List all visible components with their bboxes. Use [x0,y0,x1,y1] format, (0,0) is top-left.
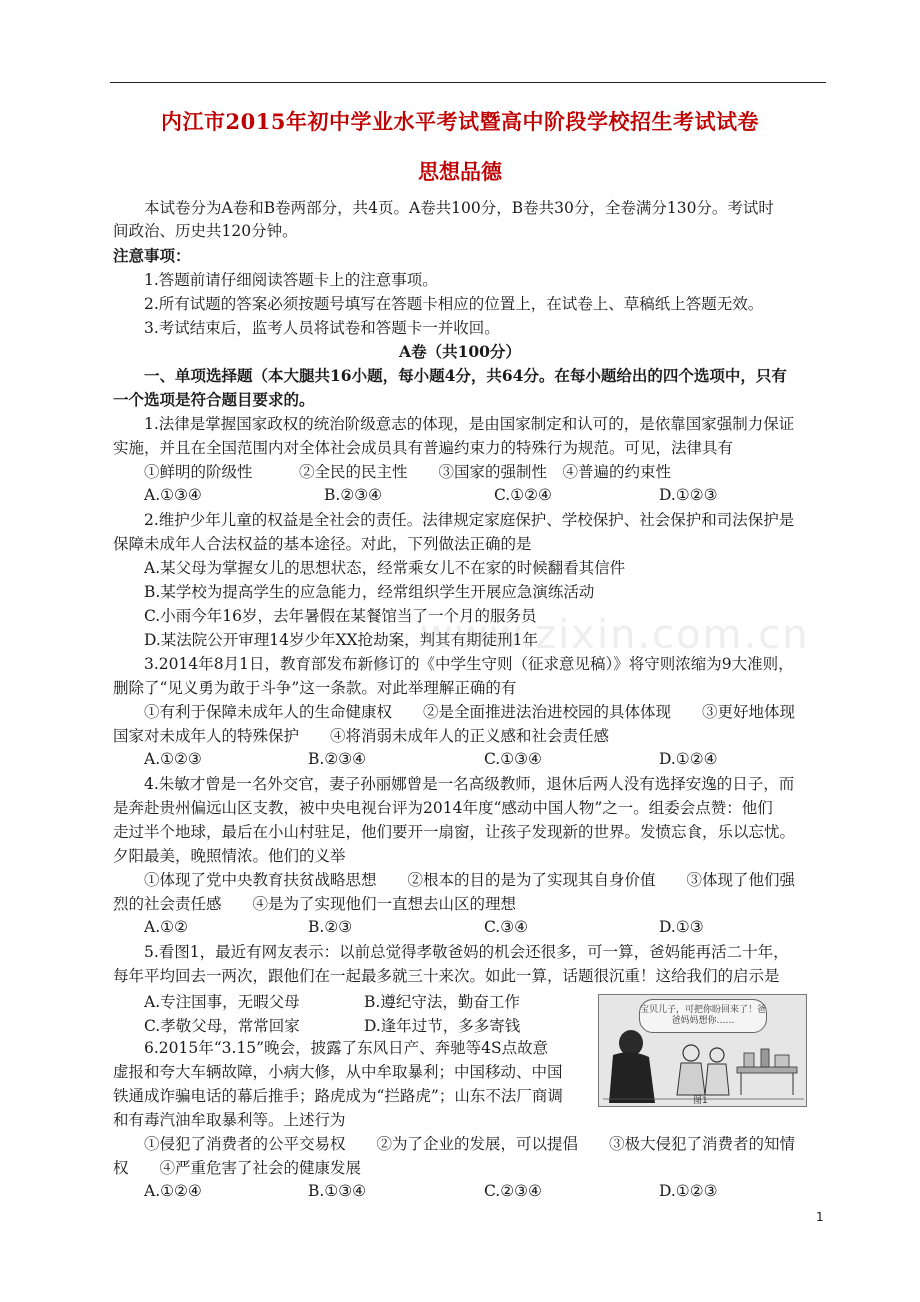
header-rule [110,82,826,83]
option-c[interactable]: C.孝敬父母，常常回家 [144,1017,300,1035]
cartoon-speech-bubble: 宝贝儿子，可把你盼回来了！爸爸妈妈想你…… [639,999,767,1033]
option-b[interactable]: B.遵纪守法，勤奋工作 [364,993,520,1011]
option-c[interactable]: C.②③④ [484,1182,542,1200]
option-b[interactable]: B.②③④ [324,486,383,504]
q2-choice-d[interactable]: D.某法院公开审理14岁少年XX抢劫案，判其有期徒刑1年 [144,631,538,649]
q2-stem: 2.维护少年儿童的权益是全社会的责任。法律规定家庭保护、学校保护、社会保护和司法保护是 [144,511,795,529]
q3-stem: 删除了“见义勇为敢于斗争”这一条款。对此举理解正确的有 [113,679,517,697]
q3-stem: 3.2014年8月1日，教育部发布新修订的《中学生守则（征求意见稿）》将守则浓缩为9大准则， [144,655,794,673]
q4-stem: 夕阳最美，晚照情浓。他们的义举 [113,847,346,865]
q5-stem: 每年平均回去一两次，跟他们在一起最多就三十来次。如此一算，话题很沉重！这给我们的启示是 [113,967,780,985]
option-c[interactable]: C.①③④ [484,750,542,768]
q2-choice-a[interactable]: A.某父母为掌握女儿的思想状态，经常乘女儿不在家的时候翻看其信件 [144,559,626,577]
note-item: 1.答题前请仔细阅读答题卡上的注意事项。 [144,271,438,289]
figure-1-cartoon [598,994,807,1107]
intro-line: 间政治、历史共120分钟。 [113,222,298,240]
option-c[interactable]: C.③④ [484,918,529,936]
exam-title: 内江市2015年初中学业水平考试暨高中阶段学校招生考试试卷 [161,109,759,134]
q4-items: ①体现了党中央教育扶贫战略思想 ②根本的目的是为了实现其自身价值 ③体现了他们强 [144,871,796,889]
note-item: 2.所有试题的答案必须按题号填写在答题卡相应的位置上，在试卷上、草稿纸上答题无效。 [144,295,764,313]
option-d[interactable]: D.①②③ [659,486,718,504]
q3-items: 国家对未成年人的特殊保护 ④将消弱未成年人的正义感和社会责任感 [113,727,610,745]
option-a[interactable]: A.①②④ [144,1182,202,1200]
page-number: 1 [816,1210,824,1224]
q6-stem: 6.2015年“3.15”晚会，披露了东风日产、奔驰等4S点故意 [144,1039,549,1057]
option-b[interactable]: B.①③④ [308,1182,367,1200]
q6-stem: 虚报和夸大车辆故障，小病大修，从中牟取暴利；中国移动、中国 [113,1063,563,1081]
option-a[interactable]: A.①③④ [144,486,202,504]
q6-items: 权 ④严重危害了社会的健康发展 [113,1159,362,1177]
notes-heading: 注意事项： [113,246,191,265]
option-b[interactable]: B.②③④ [308,750,367,768]
q1-items: ①鲜明的阶级性 ②全民的民主性 ③国家的强制性 ④普遍的约束性 [144,463,672,481]
part1-heading: 一个选项是符合题目要求的。 [113,390,315,409]
figure-caption: 图1 [693,1096,708,1106]
watermark: www.zixin.com.cn [420,612,810,658]
subject-title: 思想品德 [418,159,502,184]
option-d[interactable]: D.①②④ [659,750,718,768]
q5-stem: 5.看图1，最近有网友表示：以前总觉得孝敬爸妈的机会还很多，可一算，爸妈能再活二十年， [144,943,789,961]
part1-heading: 一、单项选择题（本大腿共16小题，每小题4分，共64分。在每小题给出的四个选项中，只有 [144,366,787,385]
section-a-heading: A卷（共100分） [399,342,521,361]
q6-stem: 和有毒汽油牟取暴利等。上述行为 [113,1111,346,1129]
intro-line: 本试卷分为A卷和B卷两部分，共4页。A卷共100分，B卷共30分，全卷满分130分。考试时 [144,199,774,217]
q6-items: ①侵犯了消费者的公平交易权 ②为了企业的发展，可以提倡 ③极大侵犯了消费者的知情 [144,1135,796,1153]
q2-choice-c[interactable]: C.小雨今年16岁，去年暑假在某餐馆当了一个月的服务员 [144,607,537,625]
q4-items: 烈的社会责任感 ④是为了实现他们一直想去山区的理想 [113,895,517,913]
option-a[interactable]: A.①②③ [144,750,202,768]
q2-stem: 保障未成年人合法权益的基本途径。对此，下列做法正确的是 [113,535,532,553]
q4-stem: 走过半个地球，最后在小山村驻足，他们要开一扇窗，让孩子发现新的世界。发愤忘食，乐以忘忧。 [113,823,796,841]
option-a[interactable]: A.专注国事，无暇父母 [144,993,300,1011]
q1-stem: 实施，并且在全国范围内对全体社会成员具有普遍约束力的特殊行为规范。可见，法律具有 [113,439,734,457]
q4-stem: 是奔赴贵州偏远山区支教，被中央电视台评为2014年度“感动中国人物”之一。组委会点赞：他们 [113,799,773,817]
q2-choice-b[interactable]: B.某学校为提高学生的应急能力，经常组织学生开展应急演练活动 [144,583,595,601]
option-a[interactable]: A.①② [144,918,188,936]
q3-items: ①有利于保障未成年人的生命健康权 ②是全面推进法治进校园的具体体现 ③更好地体现 [144,703,796,721]
option-d[interactable]: D.①②③ [659,1182,718,1200]
option-c[interactable]: C.①②④ [494,486,552,504]
note-item: 3.考试结束后，监考人员将试卷和答题卡一并收回。 [144,319,500,337]
option-d[interactable]: D.逢年过节，多多寄钱 [364,1017,521,1035]
q6-stem: 铁通成诈骗电话的幕后推手；路虎成为“拦路虎”；山东不法厂商调 [113,1087,563,1105]
q1-stem: 1.法律是掌握国家政权的统治阶级意志的体现，是由国家制定和认可的，是依靠国家强制力保证 [144,415,795,433]
cartoon-drawing [599,995,807,1107]
option-d[interactable]: D.①③ [659,918,704,936]
option-b[interactable]: B.②③ [308,918,353,936]
q4-stem: 4.朱敏才曾是一名外交官，妻子孙丽娜曾是一名高级教师，退休后两人没有选择安逸的日子，而 [144,775,795,793]
